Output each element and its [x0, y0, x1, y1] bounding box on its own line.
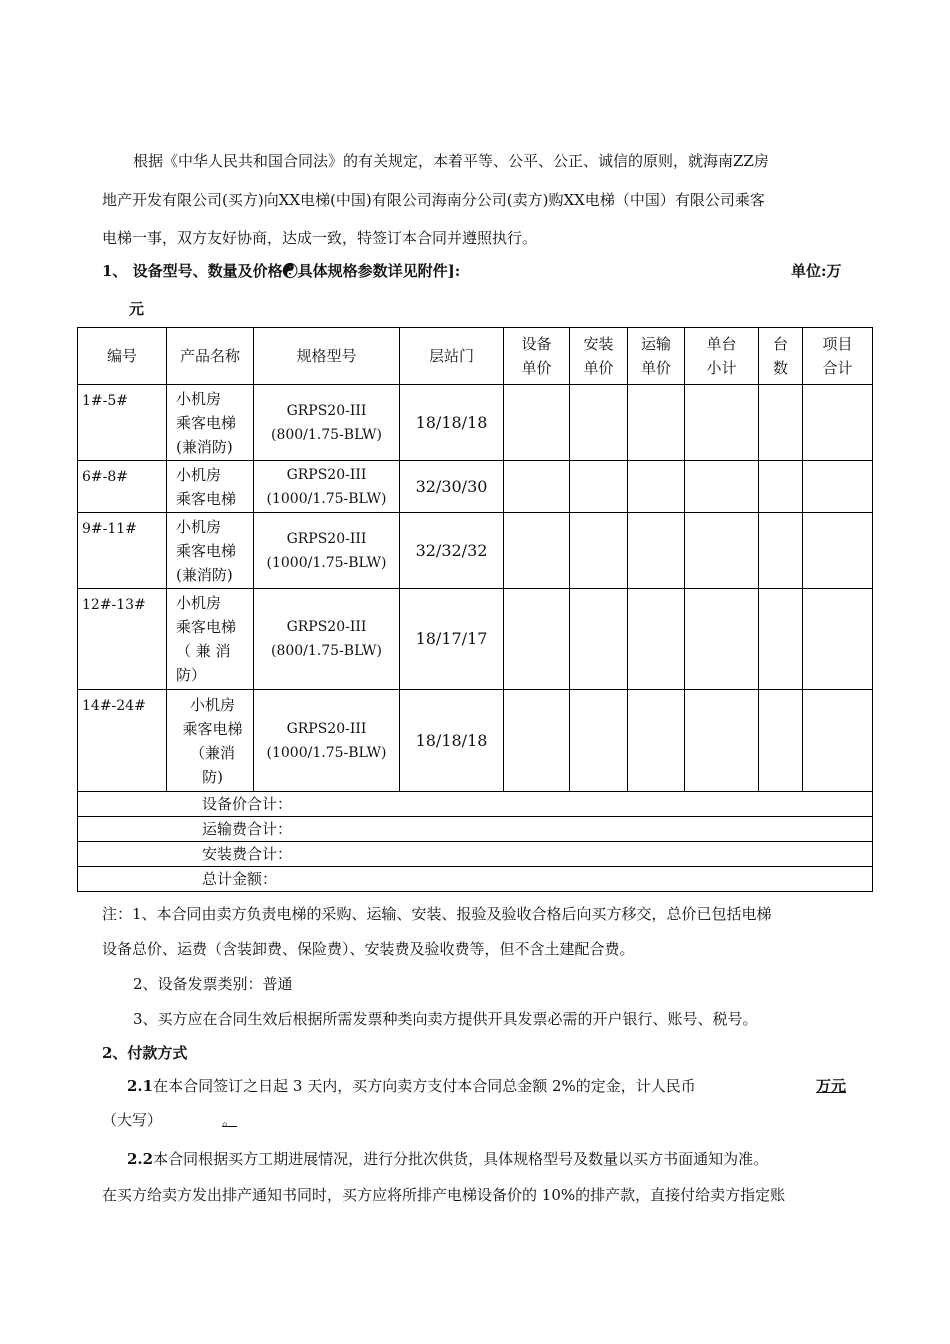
note-2: 2、设备发票类别：普通 [133, 975, 293, 993]
unit-subtotal-cell [685, 385, 759, 461]
transport-price-cell [628, 589, 685, 690]
equipment-total-label: 设备价合计： [78, 792, 873, 817]
summary-row-equipment [78, 792, 873, 817]
project-total-cell [803, 690, 873, 792]
header-install-price: 安装 单价 [570, 328, 628, 385]
header-model: 规格型号 [254, 328, 400, 385]
project-total-cell [803, 461, 873, 513]
quantity-cell [759, 589, 803, 690]
header-unit-subtotal: 单台 小计 [685, 328, 759, 385]
header-quantity: 台 数 [759, 328, 803, 385]
product-name: 小机房 乘客电梯 (兼消防) [167, 513, 254, 589]
equipment-price-cell [504, 461, 570, 513]
install-price-cell [570, 589, 628, 690]
equipment-price-cell [504, 513, 570, 589]
row-number: 14#-24# [78, 690, 167, 792]
floor-stops: 18/18/18 [400, 385, 504, 461]
unit-subtotal-cell [685, 513, 759, 589]
floor-stops: 18/18/18 [400, 690, 504, 792]
quantity-cell [759, 385, 803, 461]
transport-price-cell [628, 461, 685, 513]
header-transport-price: 运输 单价 [628, 328, 685, 385]
product-name: 小机房 乘客电梯 [167, 461, 254, 513]
clause-2-2-line-2: 在买方给卖方发出排产通知书同时，买方应将所排产电梯设备价的 10%的排产款，直接付给卖方指定账 [102, 1186, 786, 1204]
quantity-cell [759, 690, 803, 792]
unit-subtotal-cell [685, 461, 759, 513]
unit-label: 单位:万 [791, 262, 842, 280]
section-2-heading: 2、付款方式 [102, 1044, 188, 1062]
note-1-line-2: 设备总价、运费（含装卸费、保险费）、安装费及验收费等，但不含土建配合费。 [102, 940, 635, 958]
table-row [78, 589, 873, 690]
summary-row-install [78, 842, 873, 867]
summary-row-transport [78, 817, 873, 842]
equipment-price-cell [504, 589, 570, 690]
clause-2-1-number: 2.1 [127, 1077, 154, 1095]
install-total-label: 安装费合计： [78, 842, 873, 867]
intro-line-1: 根据《中华人民共和国合同法》的有关规定，本着平等、公平、公正、诚信的原则，就海南ZZ房 [133, 152, 769, 170]
header-project-total: 项目 合计 [803, 328, 873, 385]
model-spec: GRPS20-III (1000/1.75-BLW) [254, 461, 400, 513]
unit-label-continued: 元 [129, 300, 145, 318]
project-total-cell [803, 385, 873, 461]
header-equipment-price: 设备 单价 [504, 328, 570, 385]
row-number: 6#-8# [78, 461, 167, 513]
transport-price-cell [628, 385, 685, 461]
note-1-line-1: 注：1、本合同由卖方负责电梯的采购、运输、安装、报验及验收合格后向买方移交，总价已包括电梯 [102, 905, 772, 923]
floor-stops: 32/32/32 [400, 513, 504, 589]
install-price-cell [570, 690, 628, 792]
floor-stops: 32/30/30 [400, 461, 504, 513]
install-price-cell [570, 461, 628, 513]
model-spec: GRPS20-III (800/1.75-BLW) [254, 385, 400, 461]
row-number: 9#-11# [78, 513, 167, 589]
clause-2-1-line-2 [102, 1110, 237, 1130]
clause-2-2-text: 本合同根据买方工期进展情况，进行分批次供货，具体规格型号及数量以买方书面通知为准。 [153, 1150, 769, 1168]
intro-line-3: 电梯一事，双方友好协商，达成一致，特签订本合同并遵照执行。 [102, 229, 538, 247]
model-spec: GRPS20-III (800/1.75-BLW) [254, 589, 400, 690]
transport-price-cell [628, 690, 685, 792]
grand-total-label: 总计金额： [78, 867, 873, 892]
model-spec: GRPS20-III (1000/1.75-BLW) [254, 690, 400, 792]
section-1-heading: 1、 设备型号、数量及价格☯具体规格参数详见附件]: [102, 262, 461, 280]
unit-subtotal-cell [685, 589, 759, 690]
clause-2-2 [127, 1149, 768, 1169]
table-row [78, 690, 873, 792]
clause-2-2-number: 2.2 [127, 1150, 154, 1168]
product-name: 小机房 乘客电梯 (兼消防) [167, 385, 254, 461]
install-price-cell [570, 385, 628, 461]
row-number: 12#-13# [78, 589, 167, 690]
table-row [78, 461, 873, 513]
install-price-cell [570, 513, 628, 589]
table-row [78, 385, 873, 461]
model-spec: GRPS20-III (1000/1.75-BLW) [254, 513, 400, 589]
project-total-cell [803, 513, 873, 589]
clause-2-1-text: 在本合同签订之日起 3 天内，买方向卖方支付本合同总金额 2%的定金，计人民币 [153, 1077, 696, 1095]
equipment-table [77, 327, 873, 892]
product-name: 小机房 乘客电梯 （兼消 防) [167, 690, 254, 792]
quantity-cell [759, 461, 803, 513]
unit-subtotal-cell [685, 690, 759, 792]
clause-2-1-end: 。 [222, 1111, 238, 1129]
summary-row-grand-total [78, 867, 873, 892]
intro-line-2: 地产开发有限公司(买方)向XX电梯(中国)有限公司海南分公司(卖方)购XX电梯（中国）有限公司乘客 [102, 191, 765, 209]
clause-2-1-unit: 万元 [816, 1077, 847, 1095]
table-header-row [78, 328, 873, 385]
row-number: 1#-5# [78, 385, 167, 461]
floor-stops: 18/17/17 [400, 589, 504, 690]
header-no: 编号 [78, 328, 167, 385]
clause-2-1 [127, 1076, 696, 1096]
clause-2-1-unit-wrap [816, 1076, 846, 1096]
transport-total-label: 运输费合计： [78, 817, 873, 842]
transport-price-cell [628, 513, 685, 589]
header-product-name: 产品名称 [167, 328, 254, 385]
quantity-cell [759, 513, 803, 589]
project-total-cell [803, 589, 873, 690]
product-name: 小机房 乘客电梯 （ 兼 消 防） [167, 589, 254, 690]
equipment-price-cell [504, 690, 570, 792]
equipment-price-cell [504, 385, 570, 461]
header-floors: 层站门 [400, 328, 504, 385]
table-row [78, 513, 873, 589]
clause-2-1-capital-label: （大写） [102, 1111, 163, 1129]
note-3: 3、买方应在合同生效后根据所需发票种类向卖方提供开具发票必需的开户银行、账号、税号。 [133, 1010, 758, 1028]
